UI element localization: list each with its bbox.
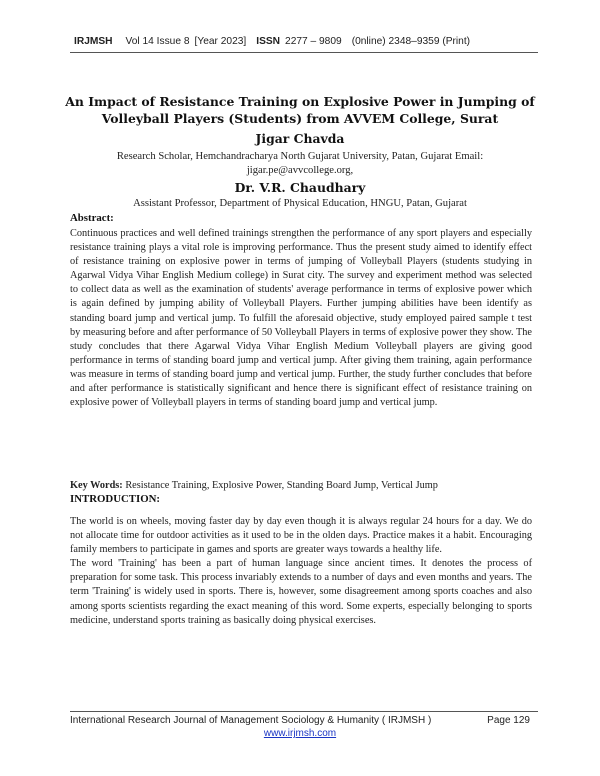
introduction-paragraph: The world is on wheels, moving faster day by day even though it is always regular 24 hours for a day. We do not allocate time for outdoor activities as it used to be in the olden days. Practice makes it a habit. Encouraging family members to participate in games and sports are greater ways towards a healthy life.: [70, 516, 532, 556]
journal-abbreviation: IRJMSH: [74, 36, 113, 47]
running-header: [74, 36, 534, 47]
article-title: An Impact of Resistance Training on Explosive Power in Jumping of Volleyball Players (Students) from AVVEM College, Surat: [65, 94, 535, 126]
issn-value: 2277 – 9809: [285, 36, 342, 47]
issn-online-print: (0nline) 2348–9359 (Print): [351, 36, 471, 47]
keywords-text: Resistance Training, Explosive Power, Standing Board Jump, Vertical Jump: [125, 480, 438, 491]
author-affiliation-secondary: Assistant Professor, Department of Physical Education, HNGU, Patan, Gujarat: [133, 198, 467, 209]
publication-year: [Year 2023]: [194, 36, 247, 47]
introduction-body: [70, 515, 532, 628]
abstract-text: Continuous practices and well defined trainings strengthen the performance of any sport players and especially resistance training plays a vital role is improving performance. Thus the present study aimed to identify effect of resistance training on explosive power in terms of jumping of Volleyball Players (students studying in Agarwal Vidya Vihar English Medium college) in Surat city. The survey and experiment method was selected to collect data as well as the examination of students' average performance in terms of explosive power which is again defined by jumping ability of Volleyball Players. Further jumping abilities have been identify as standing board jump and vertical jump. To fulfill the aforesaid objective, study employed paired sample t test by measuring before and after performance of 50 Volleyball Players in terms of explosive power they show. The study concludes that there Agarwal Vidya Vihar English Medium Volleyball players are giving good performance in terms of standing board jump and vertical jump. After giving them training, again performance was measure in terms of standing board jump and vertical jump. Further, the study further concludes that before and after performance is statistically significant and hence there is significant effect of resistance training on explosive power of Volleyball players in terms of standing board jump and vertical jump.: [70, 228, 532, 409]
author-affiliation-primary: Research Scholar, Hemchandracharya North Gujarat University, Patan, Gujarat Email: jigar.pe@avvcollege.org,: [116, 151, 484, 176]
keywords-line: [70, 479, 532, 493]
journal-website-link[interactable]: www.irjmsh.com: [263, 728, 337, 739]
abstract-heading: Abstract:: [70, 212, 114, 224]
volume-issue: Vol 14 Issue 8: [125, 36, 190, 47]
page-number: Page 129: [487, 715, 530, 726]
header-divider: [70, 52, 538, 53]
footer-divider: [70, 711, 538, 712]
footer-journal-name: International Research Journal of Management Sociology & Humanity ( IRJMSH ): [70, 715, 432, 726]
introduction-paragraph: The word 'Training' has been a part of human language since ancient times. It denotes the process of preparation for some task. This process invariably extends to a number of days and even months and years. The term 'Training' is widely used in sports. There is, however, some disagreement among sports coaches and also among sports scientists regarding the exact meaning of this word. Some experts, especially belonging to sports medicine, understand sports training as basically doing physical exercises.: [70, 558, 532, 626]
keywords-label: Key Words:: [70, 480, 123, 491]
issn-label: ISSN: [256, 36, 281, 47]
running-footer: [70, 715, 538, 726]
introduction-heading: INTRODUCTION:: [70, 493, 160, 505]
author-name-secondary: Dr. V.R. Chaudhary: [234, 180, 366, 195]
author-name-primary: Jigar Chavda: [255, 131, 345, 146]
